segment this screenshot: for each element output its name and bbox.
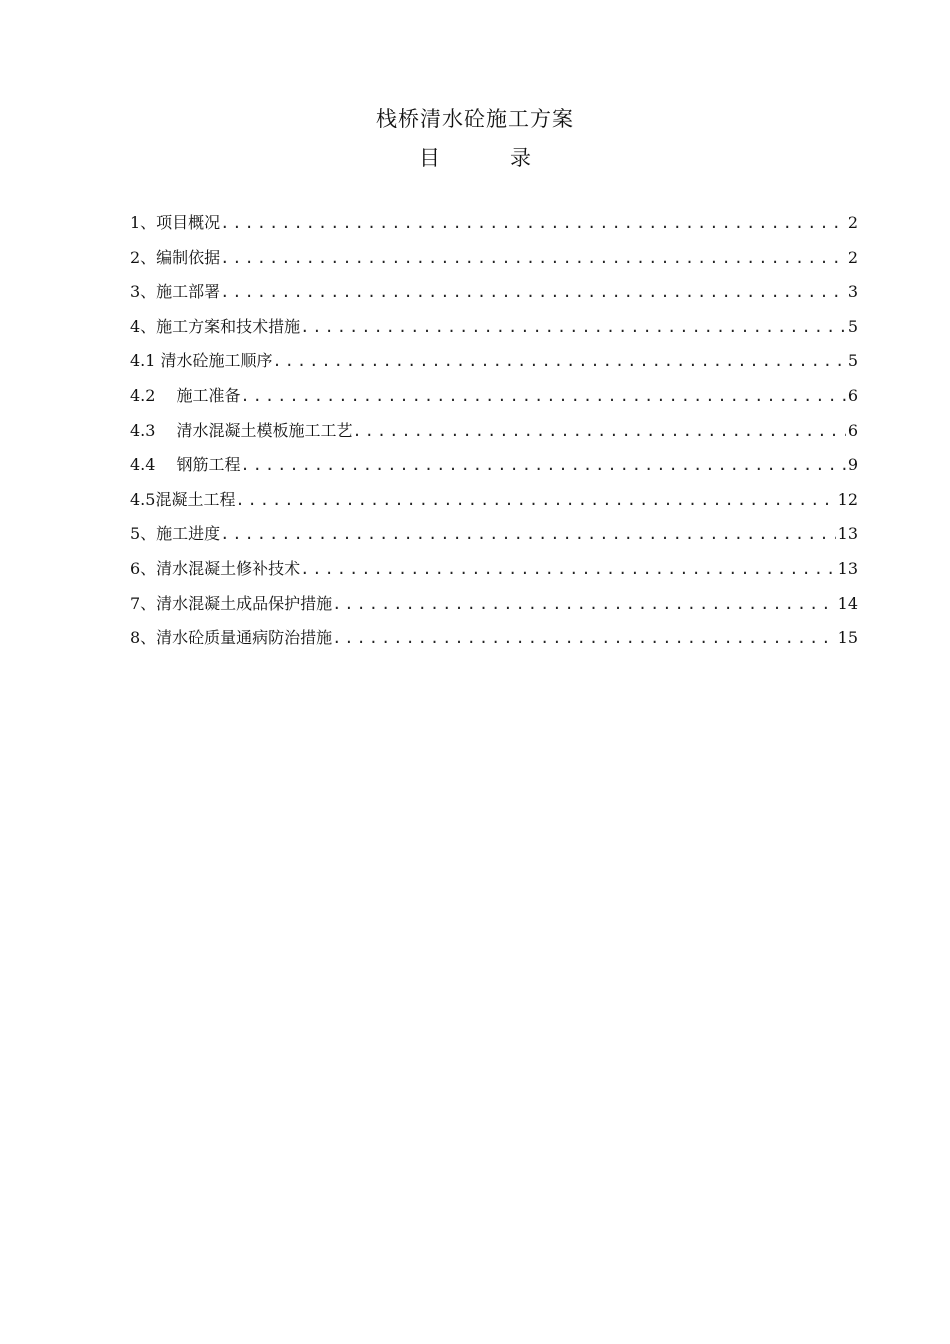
toc-leader-dots xyxy=(241,456,846,474)
toc-entry[interactable] xyxy=(130,418,858,453)
toc-entry[interactable] xyxy=(130,383,858,418)
toc-entry[interactable] xyxy=(130,625,858,660)
toc-entry-page: 3 xyxy=(847,282,858,302)
toc-entry[interactable] xyxy=(130,245,858,280)
toc-entry[interactable] xyxy=(130,487,858,522)
toc-entry-label: 3、施工部署 xyxy=(130,282,221,302)
toc-leader-dots xyxy=(220,214,846,232)
toc-entry[interactable] xyxy=(130,348,858,383)
toc-entry-label: 6、清水混凝土修补技术 xyxy=(130,558,301,578)
toc-entry-page: 12 xyxy=(837,489,858,509)
toc-leader-dots xyxy=(241,387,846,405)
document-title: 栈桥清水砼施工方案 xyxy=(376,107,574,131)
toc-entry-page: 6 xyxy=(847,420,858,440)
toc-entry-page: 5 xyxy=(847,316,858,336)
toc-leader-dots xyxy=(273,352,846,370)
toc-entry[interactable] xyxy=(130,210,858,245)
toc-leader-dots xyxy=(353,422,846,440)
toc-entry-page: 5 xyxy=(847,351,858,371)
toc-entry-label: 1、项目概况 xyxy=(130,213,221,232)
toc-entry-label: 5、施工进度 xyxy=(130,524,221,544)
toc-leader-dots xyxy=(300,560,835,578)
toc-leader-dots xyxy=(332,629,835,647)
toc-entry-label: 4.1 清水砼施工顺序 xyxy=(130,351,273,371)
toc-entry-page: 2 xyxy=(847,247,858,267)
toc-entry-page: 13 xyxy=(837,524,858,544)
toc-heading xyxy=(0,142,950,172)
toc-entry-label: 2、编制依据 xyxy=(130,247,221,267)
toc-heading-left: 目 xyxy=(419,146,440,170)
toc-entry-label: 4.4 钢筋工程 xyxy=(130,455,241,475)
toc-leader-dots xyxy=(220,249,846,267)
toc-entry[interactable] xyxy=(130,279,858,314)
toc-entry-page: 2 xyxy=(847,213,858,232)
toc-entry-page: 6 xyxy=(847,385,858,405)
toc-entry-label: 4.2 施工准备 xyxy=(130,385,241,405)
toc-entry-page: 15 xyxy=(837,628,858,648)
toc-leader-dots xyxy=(220,283,846,301)
toc-entry-label: 4、施工方案和技术措施 xyxy=(130,316,301,336)
toc-entry-page: 14 xyxy=(837,593,858,613)
toc-entry-label: 4.5混凝土工程 xyxy=(130,489,236,509)
toc-entry[interactable] xyxy=(130,591,858,626)
table-of-contents xyxy=(130,210,858,660)
toc-entry-label: 4.3 清水混凝土模板施工工艺 xyxy=(130,420,353,440)
toc-entry[interactable] xyxy=(130,314,858,349)
toc-entry[interactable] xyxy=(130,452,858,487)
toc-entry-label: 8、清水砼质量通病防治措施 xyxy=(130,628,333,648)
toc-entry[interactable] xyxy=(130,556,858,591)
toc-entry-label: 7、清水混凝土成品保护措施 xyxy=(130,593,333,613)
toc-leader-dots xyxy=(300,318,846,336)
toc-entry[interactable] xyxy=(130,521,858,556)
toc-leader-dots xyxy=(332,595,835,613)
toc-heading-right: 录 xyxy=(510,146,531,170)
toc-leader-dots xyxy=(220,525,835,543)
toc-entry-page: 9 xyxy=(847,455,858,475)
toc-leader-dots xyxy=(235,491,835,509)
toc-entry-page: 13 xyxy=(837,558,858,578)
